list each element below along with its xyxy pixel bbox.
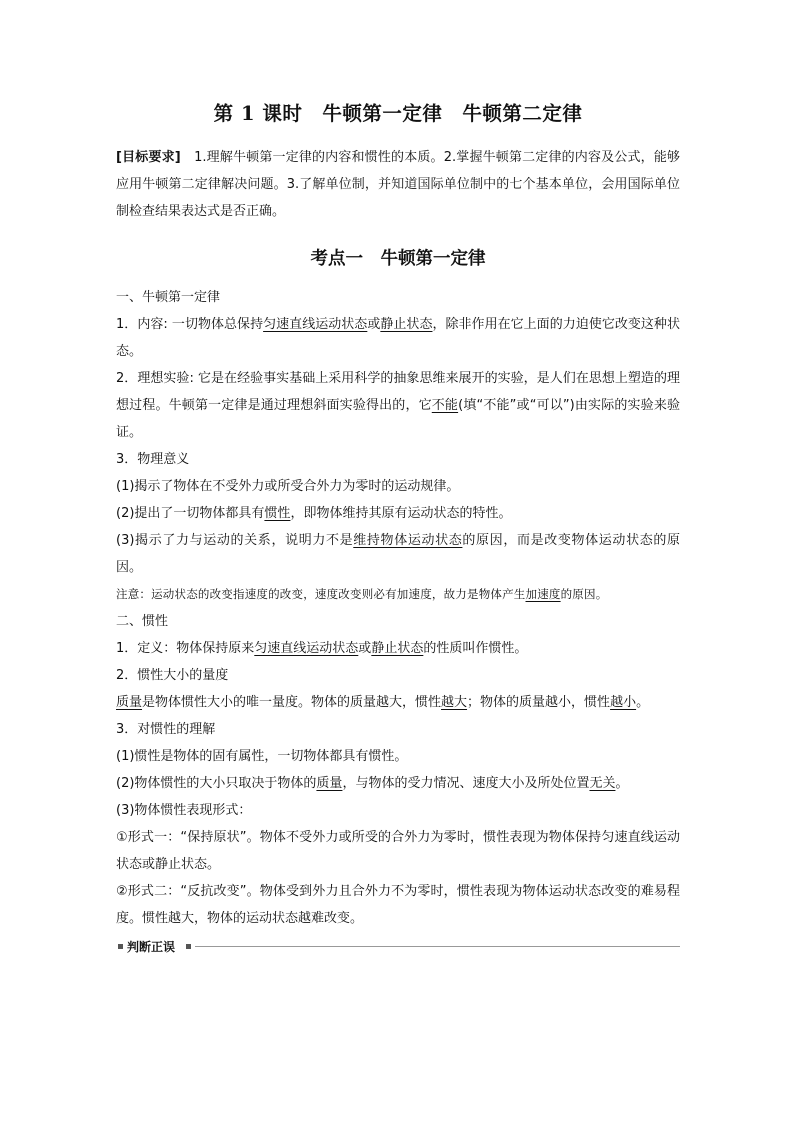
text-run: 或 [358,641,372,656]
underlined-answer: 质量 [316,776,343,791]
document-content [116,98,680,956]
s1-heading: 一、牛顿第一定律 [116,290,221,305]
text-run: ，与物体的受力情况、速度大小及所处位置 [342,776,590,791]
underlined-answer: 无关 [589,776,616,791]
text-run: 1．定义：物体保持原来 [116,641,255,656]
text-run: 注意：运动状态的改变指速度的改变，速度改变则必有加速度，故力是物体产生 [116,587,526,601]
s2-measure-heading: 2．惯性大小的量度 [116,668,229,683]
s1-note [116,581,680,608]
goal-paragraph [116,144,680,225]
underlined-answer: 维持物体运动状态 [353,533,463,548]
s2-measure [116,689,680,716]
underlined-answer: 静止状态 [371,641,424,656]
text-run: 或 [367,317,381,332]
s2-understanding-heading: 3．对惯性的理解 [116,722,216,737]
underlined-answer: 越大 [441,695,468,710]
text-run: (2)提出了一切物体都具有 [116,506,265,521]
underlined-answer: 不能 [431,398,459,413]
text-run: 2．理想实验: 它是在经验事实基础上采用科学的抽象思维来展开的实验，是人们在思想上塑造的理想过程。牛顿第一定律是通过理想斜面实验得出的，它 [116,371,680,413]
underlined-answer: 惯性 [264,506,291,521]
underlined-answer: 静止状态 [380,317,433,332]
underlined-answer: 加速度 [525,587,561,601]
s2-understanding-1: (1)惯性是物体的固有属性，一切物体都具有惯性。 [116,749,408,764]
s2-form-1: ①形式一：“保持原状”。物体不受外力或所受的合外力为零时，惯性表现为物体保持匀速直线运动状态或静止状态。 [116,830,680,872]
s2-definition [116,635,680,662]
s1-meaning-2 [116,500,680,527]
goal-label: [目标要求] [116,150,181,165]
judge-label: 判断正误 [127,940,176,954]
text-run: ；物体的质量越小，惯性 [467,695,611,710]
underlined-answer: 匀速直线运动状态 [263,317,368,332]
judge-section-header [116,938,680,956]
text-run: ，即物体维持其原有运动状态的特性。 [290,506,512,521]
section-title: 考点一 牛顿第一定律 [310,249,486,269]
text-run: 的性质叫作惯性。 [423,641,528,656]
text-run: 的原因，而是改变物体运动状态的原因。 [116,533,680,575]
underlined-answer: 越小 [610,695,637,710]
goal-text: 1.理解牛顿第一定律的内容和惯性的本质。2.掌握牛顿第二定律的内容及公式，能够应用牛顿第二定律解决问题。3.了解单位制，并知道国际单位制中的七个基本单位，会用国际单位制检查结果表达式是否正确。 [116,150,680,219]
text-run: (2)物体惯性的大小只取决于物体的 [116,776,317,791]
s1-ideal-experiment [116,365,680,446]
text-run: (3)揭示了力与运动的关系，说明力不是 [116,533,354,548]
square-bullet-icon [186,944,191,949]
s2-heading: 二、惯性 [116,614,169,629]
text-run: (填“不能”或“可以”)由实际的实验来验证。 [116,398,680,440]
text-run: 1．内容: 一切物体总保持 [116,317,264,332]
text-run: 的原因。 [560,587,608,601]
s1-meaning-3 [116,527,680,581]
text-run: ，除非作用在它上面的力迫使它改变这种状态。 [116,317,680,359]
s1-content [116,311,680,365]
s2-understanding-3: (3)物体惯性表现形式： [116,803,252,818]
s2-form-2: ②形式二：“反抗改变”。物体受到外力且合外力不为零时，惯性表现为物体运动状态改变的难易程度。惯性越大，物体的运动状态越难改变。 [116,884,680,926]
square-bullet-icon [118,944,123,949]
s1-meaning-1: (1)揭示了物体在不受外力或所受合外力为零时的运动规律。 [116,479,460,494]
text-run: 是物体惯性大小的唯一量度。物体的质量越大，惯性 [142,695,442,710]
page-title: 第 1 课时 牛顿第一定律 牛顿第二定律 [213,102,583,125]
divider [195,946,680,947]
underlined-answer: 质量 [116,695,143,710]
underlined-answer: 匀速直线运动状态 [254,641,359,656]
text-run: 。 [636,695,650,710]
text-run: 。 [615,776,629,791]
s2-understanding-2 [116,770,680,797]
s1-meaning-heading: 3．物理意义 [116,452,190,467]
